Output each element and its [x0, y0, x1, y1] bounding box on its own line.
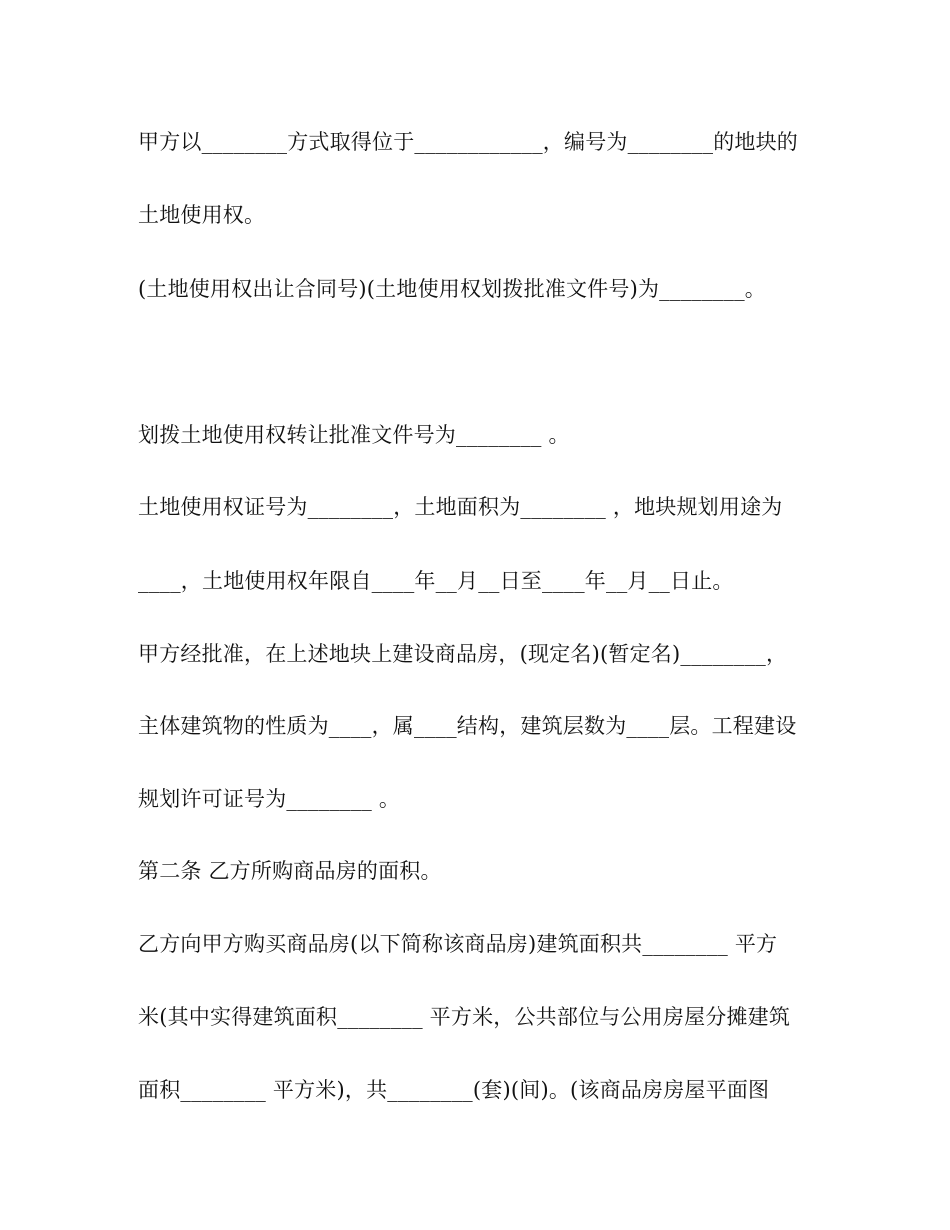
paragraph-purchase-area: 乙方向甲方购买商品房(以下简称该商品房)建筑面积共________ 平方	[138, 932, 778, 956]
paragraph-contract-number: (土地使用权出让合同号)(土地使用权划拨批准文件号)为________。	[138, 277, 766, 301]
section-heading-article-two: 第二条 乙方所购商品房的面积。	[138, 859, 442, 883]
paragraph-transfer-approval: 划拨土地使用权转让批准文件号为________ 。	[138, 423, 570, 447]
paragraph-building-nature: 主体建筑物的性质为____，属____结构，建筑层数为____层。工程建设	[138, 714, 797, 738]
paragraph-construction-approval: 甲方经批准，在上述地块上建设商品房，(现定名)(暂定名)________，	[138, 642, 788, 666]
paragraph-certificate-number: 土地使用权证号为________，土地面积为________ ，地块规划用途为	[138, 495, 783, 519]
paragraph-actual-area: 米(其中实得建筑面积________ 平方米，公共部位与公用房屋分摊建筑	[138, 1005, 791, 1029]
paragraph-planning-permit: 规划许可证号为________ 。	[138, 787, 401, 811]
paragraph-land-use-right: 土地使用权。	[138, 203, 266, 227]
paragraph-shared-area: 面积________ 平方米)，共________(套)(间)。(该商品房房屋平面图	[138, 1078, 770, 1102]
paragraph-land-term: ____，土地使用权年限自____年__月__日至____年__月__日止。	[138, 569, 734, 593]
paragraph-land-acquisition: 甲方以________方式取得位于____________，编号为________的地块的	[138, 130, 798, 154]
